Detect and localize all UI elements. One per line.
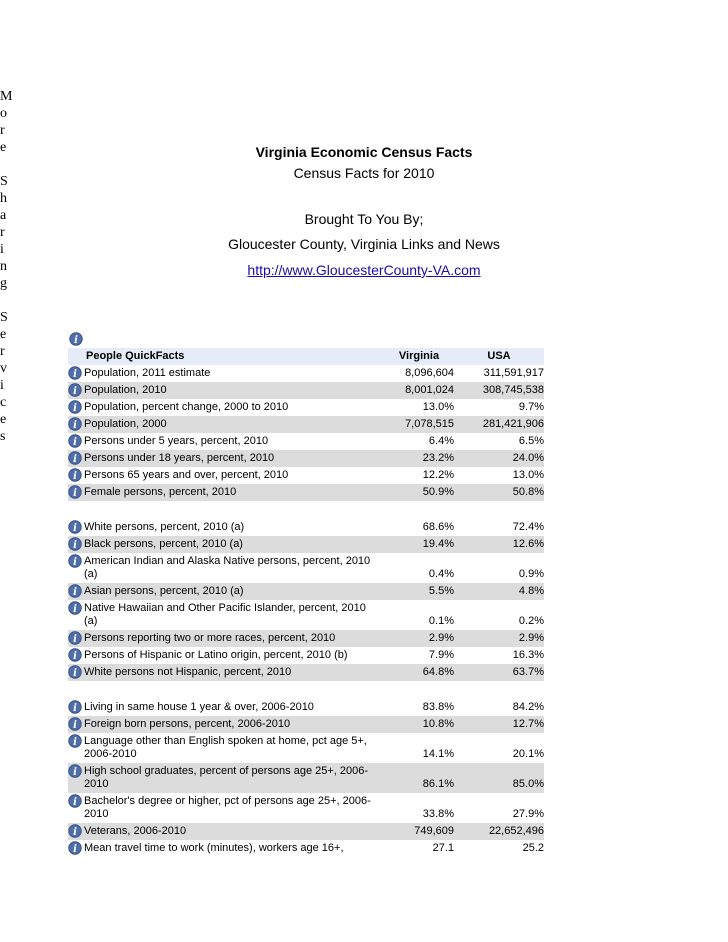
row-value-virginia: 86.1%	[422, 778, 454, 790]
row-label: Bachelor's degree or higher, pct of persons age 25+, 2006-2010	[84, 795, 371, 820]
info-icon[interactable]	[68, 648, 82, 662]
sidebar-letter: h	[0, 191, 7, 206]
row-label-cell	[68, 365, 384, 382]
row-label-cell	[68, 536, 384, 553]
svg-text:i: i	[73, 827, 77, 838]
svg-text:i: i	[73, 471, 77, 482]
row-value-usa: 13.0%	[512, 469, 544, 481]
info-icon[interactable]	[68, 485, 82, 499]
row-label-cell	[68, 583, 384, 600]
info-icon[interactable]	[68, 717, 82, 731]
row-label: Population, 2000	[84, 418, 167, 430]
row-label-cell	[68, 433, 384, 450]
info-icon[interactable]	[68, 537, 82, 551]
row-label-cell	[68, 763, 384, 793]
sidebar-letter	[0, 156, 14, 173]
info-icon[interactable]	[68, 400, 82, 414]
info-icon[interactable]	[68, 417, 82, 431]
row-label-cell	[68, 716, 384, 733]
row-value-usa: 0.9%	[518, 568, 544, 580]
sidebar-letter: S	[0, 174, 8, 189]
row-value-virginia: 8,001,024	[405, 384, 454, 396]
table-row	[68, 433, 544, 450]
row-label: White persons, percent, 2010 (a)	[84, 521, 245, 533]
info-icon[interactable]	[68, 554, 82, 568]
row-value-virginia: 0.1%	[428, 615, 454, 627]
table-row	[68, 365, 544, 382]
sidebar-letter: c	[0, 395, 7, 410]
svg-text:i: i	[73, 634, 77, 645]
info-icon[interactable]	[68, 451, 82, 465]
sidebar-letter: s	[0, 429, 6, 444]
info-icon[interactable]	[68, 794, 82, 808]
row-value-usa: 12.6%	[512, 538, 544, 550]
row-value-usa: 311,591,917	[483, 367, 544, 379]
info-icon[interactable]	[68, 700, 82, 714]
row-label: Population, 2011 estimate	[84, 367, 211, 379]
table-row	[68, 699, 544, 716]
row-value-virginia: 14.1%	[422, 748, 454, 760]
row-label: Black persons, percent, 2010 (a)	[84, 538, 243, 550]
row-label: Persons under 5 years, percent, 2010	[84, 435, 269, 447]
svg-text:i: i	[73, 386, 77, 397]
svg-text:i: i	[73, 523, 77, 534]
row-label-cell	[68, 840, 384, 857]
svg-text:i: i	[73, 587, 77, 598]
row-label: Foreign born persons, percent, 2006-2010	[84, 718, 291, 730]
brought-by-text: Brought To You By;	[304, 211, 424, 227]
table-row	[68, 840, 544, 857]
website-link[interactable]: http://www.GloucesterCounty-VA.com	[247, 262, 481, 278]
row-value-virginia: 0.4%	[428, 568, 454, 580]
row-label: Persons under 18 years, percent, 2010	[84, 452, 275, 464]
table-row	[68, 416, 544, 433]
sidebar-letter: e	[0, 412, 7, 427]
table-row	[68, 553, 544, 583]
row-value-virginia: 83.8%	[422, 701, 454, 713]
svg-text:i: i	[73, 651, 77, 662]
group-spacer	[68, 681, 544, 699]
row-value-virginia: 7.9%	[428, 649, 454, 661]
table-row	[68, 647, 544, 664]
row-label: Female persons, percent, 2010	[84, 486, 237, 498]
sidebar-vertical-text	[0, 88, 14, 445]
svg-text:i: i	[73, 737, 77, 748]
county-text: Gloucester County, Virginia Links and News	[228, 236, 500, 252]
row-value-usa: 24.0%	[512, 452, 544, 464]
row-value-virginia: 27.1	[432, 842, 454, 854]
row-value-usa: 50.8%	[512, 486, 544, 498]
row-value-usa: 63.7%	[512, 666, 544, 678]
row-label-cell	[68, 450, 384, 467]
row-value-virginia: 33.8%	[422, 808, 454, 820]
row-value-virginia: 2.9%	[428, 632, 454, 644]
info-icon[interactable]	[68, 366, 82, 380]
row-value-usa: 12.7%	[512, 718, 544, 730]
row-label-cell	[68, 553, 384, 583]
row-label: American Indian and Alaska Native persons, percent, 2010 (a)	[84, 555, 371, 580]
row-value-usa: 22,652,496	[488, 825, 544, 837]
row-value-usa: 281,421,906	[482, 418, 544, 430]
column-header-label: People QuickFacts	[86, 350, 185, 362]
svg-text:i: i	[73, 767, 77, 778]
table-row	[68, 484, 544, 501]
sidebar-letter: e	[0, 140, 7, 155]
row-label: Mean travel time to work (minutes), workers age 16+,	[84, 842, 344, 854]
table-info-row	[68, 330, 544, 348]
row-value-virginia: 12.2%	[422, 469, 454, 481]
svg-text:i: i	[73, 844, 77, 855]
svg-text:i: i	[73, 403, 77, 414]
row-value-usa: 0.2%	[518, 615, 544, 627]
table-row	[68, 763, 544, 793]
row-label: Language other than English spoken at home, pct age 5+, 2006-2010	[84, 735, 367, 760]
info-icon[interactable]	[68, 841, 82, 855]
row-value-virginia: 8,096,604	[405, 367, 454, 379]
row-value-virginia: 64.8%	[422, 666, 454, 678]
row-value-virginia: 7,078,515	[405, 418, 454, 430]
row-label: Population, 2010	[84, 384, 167, 396]
quickfacts-table	[68, 330, 544, 857]
table-row	[68, 733, 544, 763]
svg-text:i: i	[73, 369, 77, 380]
sidebar-letter: i	[0, 378, 4, 393]
sidebar-letter: v	[0, 361, 7, 376]
row-label: White persons not Hispanic, percent, 2010	[84, 666, 292, 678]
row-value-virginia: 10.8%	[422, 718, 454, 730]
row-label: Asian persons, percent, 2010 (a)	[84, 585, 244, 597]
sidebar-letter: g	[0, 276, 7, 291]
row-label-cell	[68, 484, 384, 501]
row-value-usa: 20.1%	[512, 748, 544, 760]
info-icon[interactable]	[68, 468, 82, 482]
info-icon[interactable]	[68, 665, 82, 679]
row-label-cell	[68, 519, 384, 536]
row-value-usa: 84.2%	[512, 701, 544, 713]
svg-text:i: i	[74, 335, 78, 346]
info-icon[interactable]	[68, 734, 82, 748]
row-value-usa: 2.9%	[518, 632, 544, 644]
table-row	[68, 450, 544, 467]
group-spacer	[68, 501, 544, 519]
row-value-usa: 27.9%	[512, 808, 544, 820]
table-row	[68, 382, 544, 399]
column-header-usa: USA	[487, 350, 511, 362]
info-icon[interactable]	[68, 520, 82, 534]
row-value-virginia: 6.4%	[428, 435, 454, 447]
row-label: Native Hawaiian and Other Pacific Islander, percent, 2010 (a)	[84, 602, 366, 627]
table-row	[68, 600, 544, 630]
row-label: Persons 65 years and over, percent, 2010	[84, 469, 289, 481]
row-value-virginia: 749,609	[414, 825, 454, 837]
table-row	[68, 716, 544, 733]
sidebar-letter: r	[0, 344, 5, 359]
row-label: Population, percent change, 2000 to 2010	[84, 401, 289, 413]
table-row	[68, 467, 544, 484]
svg-text:i: i	[73, 420, 77, 431]
table-row	[68, 793, 544, 823]
table-row	[68, 583, 544, 600]
row-label-cell	[68, 467, 384, 484]
svg-text:i: i	[73, 720, 77, 731]
table-row	[68, 823, 544, 840]
row-label-cell	[68, 630, 384, 647]
table-body	[68, 365, 544, 857]
info-icon[interactable]	[68, 824, 82, 838]
column-header-virginia: Virginia	[398, 350, 440, 362]
sidebar-letter: o	[0, 106, 7, 121]
svg-text:i: i	[73, 540, 77, 551]
row-value-virginia: 50.9%	[422, 486, 454, 498]
row-label-cell	[68, 600, 384, 630]
info-icon[interactable]	[68, 764, 82, 778]
table-row	[68, 399, 544, 416]
info-icon[interactable]	[68, 383, 82, 397]
row-value-usa: 4.8%	[518, 585, 544, 597]
row-value-virginia: 19.4%	[422, 538, 454, 550]
row-value-usa: 25.2	[522, 842, 544, 854]
row-label-cell	[68, 382, 384, 399]
row-value-virginia: 23.2%	[422, 452, 454, 464]
info-icon[interactable]	[68, 584, 82, 598]
row-label: High school graduates, percent of persons age 25+, 2006-2010	[84, 765, 369, 790]
row-label-cell	[68, 733, 384, 763]
info-icon[interactable]	[68, 434, 82, 448]
svg-text:i: i	[73, 557, 77, 568]
row-label-cell	[68, 416, 384, 433]
row-label: Living in same house 1 year & over, 2006-2010	[84, 701, 314, 713]
sidebar-letter: e	[0, 327, 7, 342]
sidebar-letter: n	[0, 259, 7, 274]
sidebar-letter	[0, 292, 14, 309]
svg-text:i: i	[73, 437, 77, 448]
row-label-cell	[68, 399, 384, 416]
row-label-cell	[68, 664, 384, 681]
table-row	[68, 536, 544, 553]
svg-text:i: i	[73, 668, 77, 679]
row-label-cell	[68, 823, 384, 840]
sidebar-letter: r	[0, 225, 5, 240]
svg-text:i: i	[73, 703, 77, 714]
svg-text:i: i	[73, 797, 77, 808]
row-label-cell	[68, 647, 384, 664]
sidebar-letter: r	[0, 123, 5, 138]
row-label-cell	[68, 699, 384, 716]
table-row	[68, 664, 544, 681]
row-value-usa: 9.7%	[518, 401, 544, 413]
page-title: Virginia Economic Census Facts	[255, 144, 473, 160]
row-label-cell	[68, 793, 384, 823]
row-value-usa: 85.0%	[512, 778, 544, 790]
row-value-usa: 6.5%	[518, 435, 544, 447]
info-icon[interactable]	[69, 332, 83, 346]
table-header-row	[68, 348, 544, 365]
sidebar-letter: M	[0, 89, 13, 104]
svg-text:i: i	[73, 454, 77, 465]
svg-text:i: i	[73, 604, 77, 615]
row-value-virginia: 13.0%	[422, 401, 454, 413]
page-subtitle: Census Facts for 2010	[293, 165, 435, 181]
table-row	[68, 519, 544, 536]
row-value-virginia: 68.6%	[422, 521, 454, 533]
row-value-usa: 308,745,538	[482, 384, 544, 396]
sidebar-letter: S	[0, 310, 8, 325]
row-value-usa: 16.3%	[512, 649, 544, 661]
svg-text:i: i	[73, 488, 77, 499]
row-value-usa: 72.4%	[512, 521, 544, 533]
row-value-virginia: 5.5%	[428, 585, 454, 597]
table-row	[68, 630, 544, 647]
row-label: Persons reporting two or more races, percent, 2010	[84, 632, 336, 644]
row-label: Veterans, 2006-2010	[84, 825, 187, 837]
sidebar-letter: i	[0, 242, 4, 257]
info-icon[interactable]	[68, 631, 82, 645]
sidebar-letter: a	[0, 208, 7, 223]
row-label: Persons of Hispanic or Latino origin, percent, 2010 (b)	[84, 649, 348, 661]
info-icon[interactable]	[68, 601, 82, 615]
